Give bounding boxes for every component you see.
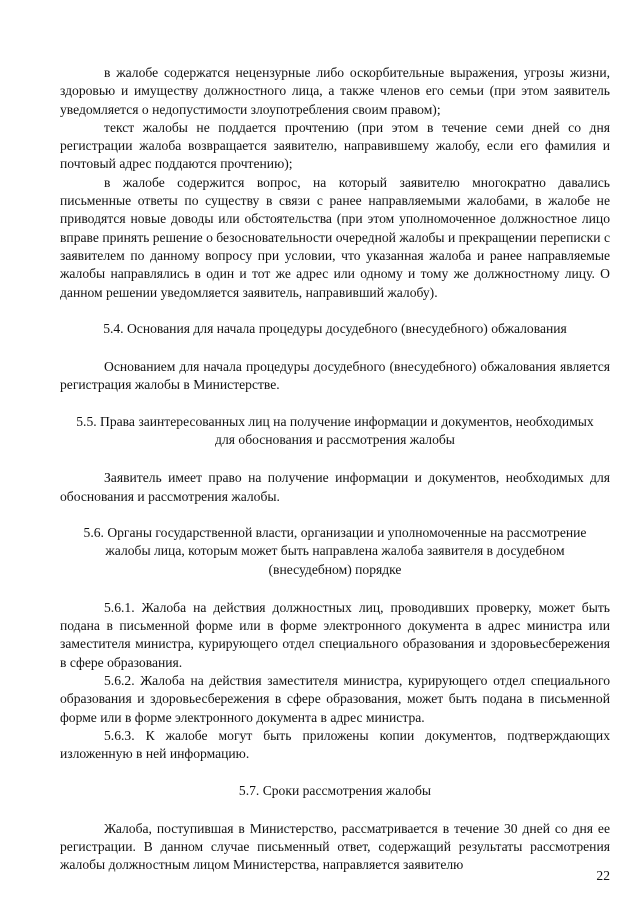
- paragraph-unreadable-text: текст жалобы не поддается прочтению (при этом в течение семи дней со дня регистрации жалоба возвращается заявителю, направившему жалобу, если его фамилия и почтовый адрес поддаются прочтению);: [60, 119, 610, 172]
- section-5-6-1-text: 5.6.1. Жалоба на действия должностных лиц, проводивших проверку, может быть подана в письменной форме или в форме электронного документа в адрес министра или заместителя министра, курирующего отдел специального образования и здоровьесбережения в сфере образования.: [60, 599, 610, 670]
- paragraph-repeated-question: в жалобе содержится вопрос, на который заявителю многократно давались письменные ответы по существу в связи с ранее направляемыми жалобами, в жалобе не приводятся новые доводы или обстоятельства (при этом уполномоченное должностное лицо вправе принять решение о безосновательности очередной жалобы и прекращении переписки с заявителем по данному вопросу при условии, что указанная жалоба и ранее направляемые жалобы направлялись в один и тот же адрес или одному и тому же должностному лицу. О данном решении уведомляется заявитель, направивший жалобу).: [60, 174, 610, 300]
- section-5-5-heading: 5.5. Права заинтересованных лиц на получение информации и документов, необходимых для обоснования и рассмотрения жалобы: [76, 413, 594, 448]
- section-5-4-text: Основанием для начала процедуры досудебного (внесудебного) обжалования является регистрация жалобы в Министерстве.: [60, 359, 610, 393]
- section-5-4-heading: 5.4. Основания для начала процедуры досудебного (внесудебного) обжалования: [103, 320, 567, 336]
- section-5-6-3-text: 5.6.3. К жалобе могут быть приложены копии документов, подтверждающих изложенную в ней информацию.: [60, 727, 610, 762]
- document-page: [60, 64, 610, 875]
- page-number: 22: [596, 868, 610, 883]
- section-5-5-text: Заявитель имеет право на получение информации и документов, необходимых для обоснования и рассмотрения жалобы.: [60, 470, 610, 504]
- section-5-6-2-text: 5.6.2. Жалоба на действия заместителя министра, курирующего отдел специального образования и здоровьесбережения в сфере образования, может быть подана в письменной форме или в форме электронного документа в адрес министра.: [60, 673, 610, 725]
- section-5-7-heading: 5.7. Сроки рассмотрения жалобы: [238, 782, 432, 798]
- paragraph-obscene-language: в жалобе содержатся нецензурные либо оскорбительные выражения, угрозы жизни, здоровью и имуществу должностного лица, а также членов его семьи (при этом заявитель уведомляется о недопустимости злоупотребления своим правом);: [60, 65, 610, 117]
- section-5-7-text: Жалоба, поступившая в Министерство, рассматривается в течение 30 дней со дня ее регистрации. В данном случае письменный ответ, содержащий результаты рассмотрения жалобы должностным лицом Министерства, направляется заявителю: [60, 820, 610, 873]
- section-5-6-heading: 5.6. Органы государственной власти, организации и уполномоченные на рассмотрение жалобы лица, которым может быть направлена жалоба заявителя в досудебном (внесудебном) порядке: [83, 524, 587, 577]
